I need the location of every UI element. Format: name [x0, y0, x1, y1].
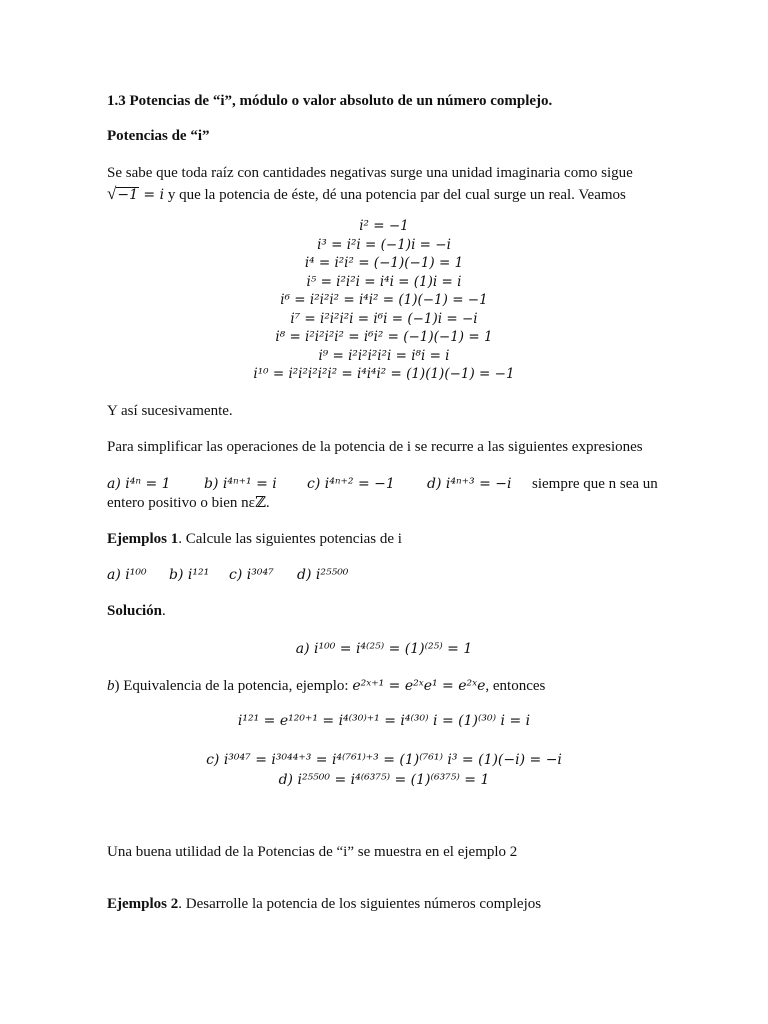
- example2-label: Ejemplos 2: [107, 896, 179, 912]
- solution-b-label: b: [107, 678, 115, 694]
- rule-b: b) i⁴ⁿ⁺¹ = i: [204, 476, 277, 492]
- rules-line-2: entero positivo o bien nεℤ.: [107, 495, 270, 511]
- solution-b-equation-2: i¹²¹ = e¹²⁰⁺¹ = i⁴⁽³⁰⁾⁺¹ = i⁴⁽³⁰⁾ i = (1)⁽³⁰⁾ i = i: [237, 713, 531, 729]
- sqrt-radicand: −1: [117, 187, 138, 203]
- sqrt-symbol: √: [107, 184, 117, 203]
- solution-b-equation: e²ˣ⁺¹ = e²ˣe¹ = e²ˣe: [352, 678, 486, 694]
- example1-label: Ejemplos 1: [107, 531, 179, 547]
- simplify-text: Para simplificar las operaciones de la potencia de i se recurre a las siguientes expresiones: [107, 439, 643, 455]
- powers-of-i-list: [0, 217, 768, 384]
- power-equation: i² = −1: [359, 218, 409, 234]
- intro-line-2: [107, 184, 707, 205]
- rule-a: a) i⁴ⁿ = 1: [107, 476, 171, 492]
- utility-text: Una buena utilidad de la Potencias de “i” se muestra en el ejemplo 2: [107, 844, 518, 860]
- power-equation: i¹⁰ = i²i²i²i²i² = i⁴i⁴i² = (1)(1)(−1) = −1: [253, 366, 515, 382]
- solution-a: a) i¹⁰⁰ = i⁴⁽²⁵⁾ = (1)⁽²⁵⁾ = 1: [295, 641, 473, 657]
- power-equation: i⁷ = i²i²i²i = i⁶i = (−1)i = −i: [290, 310, 478, 327]
- sqrt-equation: = i: [138, 187, 165, 203]
- example1-item-a: a) i¹⁰⁰: [107, 567, 147, 583]
- example1-item-b: b) i¹²¹: [169, 567, 210, 583]
- power-equation: i⁸ = i²i²i²i² = i⁶i² = (−1)(−1) = 1: [275, 329, 493, 345]
- solution-c: c) i³⁰⁴⁷ = i³⁰⁴⁴⁺³ = i⁴⁽⁷⁶¹⁾⁺³ = (1)⁽⁷⁶¹⁾ i³ = (1)(−i) = −i: [206, 752, 562, 768]
- power-equation: i⁶ = i²i²i² = i⁴i² = (1)(−1) = −1: [280, 292, 488, 308]
- example1-text: . Calcule las siguientes potencias de i: [178, 531, 402, 547]
- solution-b-text: ) Equivalencia de la potencia, ejemplo:: [114, 678, 353, 694]
- power-equation: i⁴ = i²i² = (−1)(−1) = 1: [304, 255, 464, 271]
- so-on-text: Y así sucesivamente.: [107, 403, 233, 419]
- rule-d: d) i⁴ⁿ⁺³ = −i: [427, 476, 512, 492]
- example1-item-d: d) i²⁵⁵⁰⁰: [297, 567, 349, 583]
- solution-b-tail: , entonces: [485, 678, 546, 694]
- intro-line-2-text: y que la potencia de éste, dé una potencia par del cual surge un real. Veamos: [164, 187, 626, 203]
- example2-text: . Desarrolle la potencia de los siguientes números complejos: [178, 896, 542, 912]
- solution-b-line: [107, 677, 707, 696]
- example2-heading: [107, 895, 667, 914]
- rule-c: c) i⁴ⁿ⁺² = −1: [307, 476, 395, 492]
- section-title: 1.3 Potencias de “i”, módulo o valor absoluto de un número complejo.: [107, 93, 553, 109]
- power-equation: i³ = i²i = (−1)i = −i: [317, 236, 451, 253]
- intro-line-1: Se sabe que toda raíz con cantidades negativas surge una unidad imaginaria como sigue: [107, 165, 633, 181]
- solution-label: Solución.: [107, 603, 166, 619]
- example1-item-c: c) i³⁰⁴⁷: [229, 567, 274, 583]
- solution-d: d) i²⁵⁵⁰⁰ = i⁴⁽⁶³⁷⁵⁾ = (1)⁽⁶³⁷⁵⁾ = 1: [278, 772, 490, 788]
- rule-tail: siempre que n sea un: [532, 476, 658, 492]
- power-equation: i⁵ = i²i²i = i⁴i = (1)i = i: [306, 273, 462, 290]
- power-equation: i⁹ = i²i²i²i²i = i⁸i = i: [318, 347, 450, 364]
- example1-heading: [107, 530, 667, 549]
- subheading: Potencias de “i”: [107, 128, 210, 144]
- solution-label-text: Solución: [107, 603, 163, 619]
